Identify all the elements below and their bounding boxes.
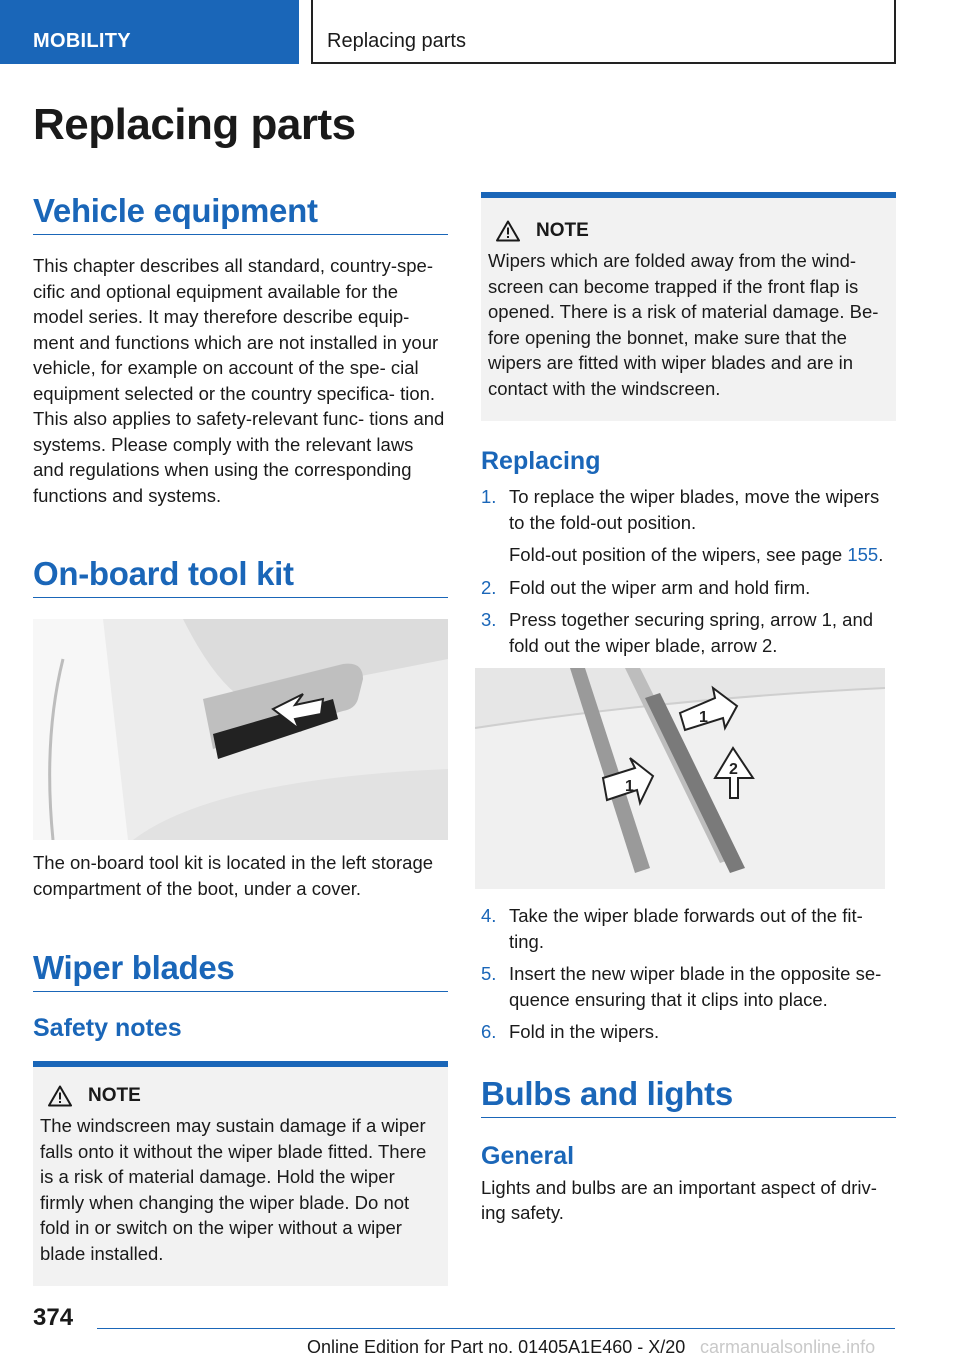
list-item [481, 1019, 896, 1045]
list-item [481, 484, 896, 568]
tool-kit-image [33, 619, 448, 840]
watermark: carmanualsonline.info [700, 1337, 876, 1357]
arrow-label-1: 1 [625, 778, 634, 795]
warning-triangle-icon [496, 220, 520, 242]
general-text: Lights and bulbs are an important aspect of driv- ing safety. [481, 1176, 877, 1223]
list-item [481, 903, 896, 954]
wiper-blades-heading: Wiper blades [33, 949, 448, 992]
header-section-label: MOBILITY [33, 30, 131, 52]
header-section-tab [0, 0, 299, 64]
safety-notes-heading: Safety notes [33, 1014, 182, 1042]
step-text: Press together securing spring, arrow 1, and fold out the wiper blade, arrow 2. [509, 609, 874, 656]
step-number: 5. [481, 963, 497, 984]
header-chapter-box [311, 0, 896, 64]
header-chapter-label: Replacing parts [327, 30, 466, 52]
step-text: Fold in the wipers. [509, 1021, 660, 1042]
replacing-steps-list-continued [481, 903, 896, 1045]
step-text: Take the wiper blade forwards out of the fit- ting. [509, 905, 863, 952]
note-header [496, 220, 889, 242]
list-item [481, 961, 896, 1012]
footer-edition: Online Edition for Part no. 01405A1E460 - X/20 [307, 1337, 686, 1357]
note-text: The windscreen may sustain damage if a wiper falls onto it without the wiper blade fitted. There is a risk of material damage. Hold the wiper firmly when changing the wiper blade. Do not fold in or switch on the wiper without a wiper blade installed. [40, 1115, 427, 1264]
tool-kit-illustration [33, 619, 448, 840]
vehicle-equipment-body: This chapter describes all standard, country-spe- cific and optional equipment available for the model series. It may therefore describe equip- ment and functions which are not installed in your vehicle, for example on account of the spe- cial equipment selected or the country specifica- tion. This also applies to safety-relevant func- tions and systems. Please comply with the relevant laws and regulations when using the corresponding functions and systems. [33, 255, 445, 506]
note-label: NOTE [536, 220, 589, 241]
step-sub-text: Fold-out position of the wipers, see page 155. [509, 544, 884, 565]
note-label: NOTE [88, 1085, 141, 1106]
wiper-blade-image [475, 668, 885, 889]
step-text: Fold out the wiper arm and hold firm. [509, 576, 811, 598]
vehicle-equipment-heading: Vehicle equipment [33, 192, 448, 235]
replacing-heading: Replacing [481, 447, 601, 475]
note-box-wiper-trapped [481, 192, 896, 421]
arrow-label-1: 1 [699, 709, 708, 726]
footer-divider [97, 1328, 895, 1329]
note-text: Wipers which are folded away from the wind- screen can become trapped if the front flap is opened. There is a risk of material damage. Be- fore opening the bonnet, make sure that the wipers are fitted with wiper blades and are in contact with the windscreen. [488, 250, 879, 399]
wiper-illustration [475, 668, 885, 889]
replacing-steps-list [481, 484, 896, 658]
step-number: 1. [481, 486, 497, 507]
list-item [481, 575, 896, 601]
step-number: 6. [481, 1021, 497, 1042]
list-item [481, 607, 896, 658]
right-column [481, 192, 896, 1226]
arrow-label-2: 2 [729, 761, 738, 778]
general-heading: General [481, 1141, 575, 1170]
tool-kit-heading: On-board tool kit [33, 555, 448, 598]
step-number: 4. [481, 905, 497, 926]
step-number: 2. [481, 576, 497, 598]
page-number: 374 [33, 1304, 74, 1331]
page-link[interactable]: 155 [847, 544, 879, 565]
note-box-wiper-damage [33, 1061, 448, 1286]
tool-kit-caption: The on-board tool kit is located in the left storage compartment of the boot, under a cover. [33, 852, 434, 899]
page-title: Replacing parts [33, 100, 356, 149]
step-text: To replace the wiper blades, move the wipers to the fold-out position. [509, 486, 880, 533]
note-header [48, 1085, 441, 1107]
warning-triangle-icon [48, 1085, 72, 1107]
left-column [33, 192, 448, 1286]
bulbs-heading: Bulbs and lights [481, 1075, 896, 1118]
step-number: 3. [481, 609, 497, 630]
step-text: Insert the new wiper blade in the opposite se- quence ensuring that it clips into place. [509, 963, 882, 1010]
